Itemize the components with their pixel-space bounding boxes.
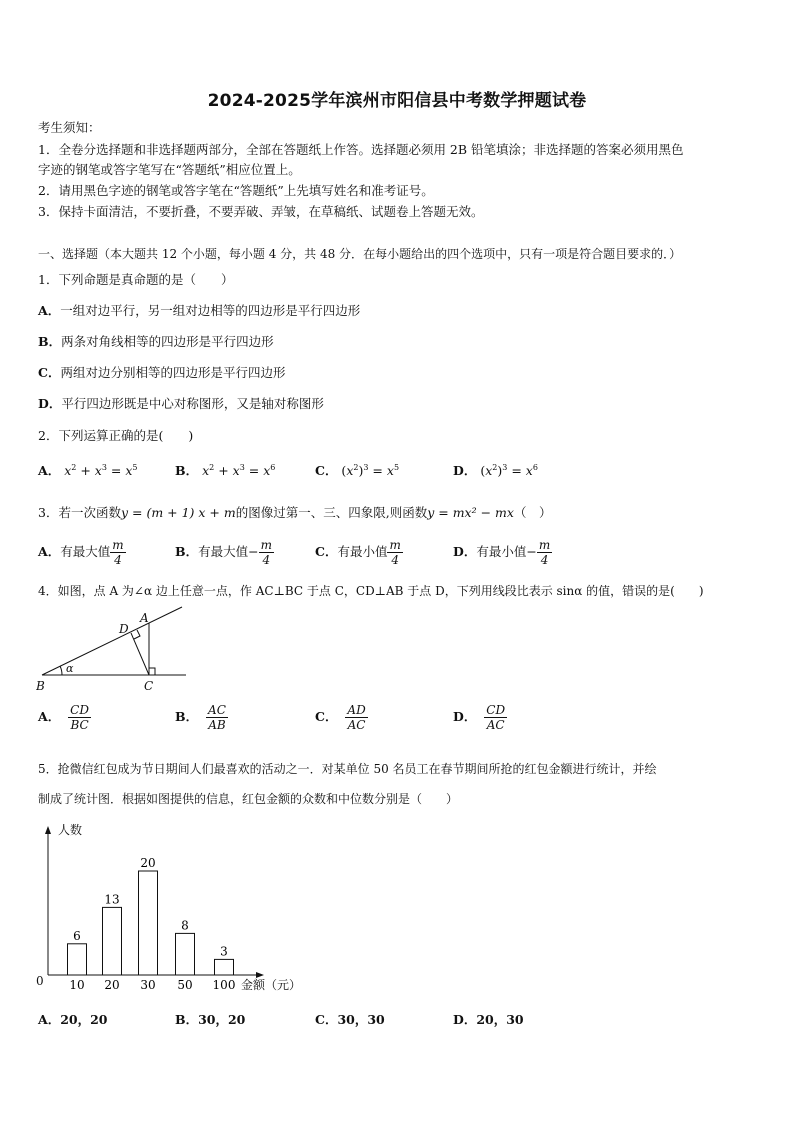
option-label: C． — [315, 709, 338, 724]
option-text: 30，20 — [198, 1012, 246, 1027]
option-text: 20，20 — [60, 1012, 108, 1027]
option-label: D． — [453, 544, 477, 559]
option-formula: $(x^2)^3 = x^6$ — [476, 462, 538, 478]
right-angle-c — [149, 668, 155, 675]
option-sign: − — [248, 544, 259, 559]
origin-label: 0 — [36, 974, 44, 988]
q1-option-c[interactable] — [38, 363, 285, 383]
option-label: A． — [38, 544, 61, 559]
q4-option-c[interactable] — [315, 703, 368, 732]
bar-value-label: 13 — [104, 892, 120, 907]
q4-option-a[interactable] — [38, 703, 91, 732]
point-a-label: A — [140, 611, 149, 625]
option-label: C． — [315, 544, 338, 559]
option-text: 两组对边分别相等的四边形是平行四边形 — [60, 365, 286, 380]
x-axis-label: 金额（元） — [241, 978, 302, 992]
option-label: B． — [175, 463, 199, 478]
q3-option-b[interactable] — [175, 538, 274, 567]
x-tick-label: 10 — [69, 978, 85, 992]
ray-ba — [42, 607, 182, 675]
angle-alpha-label: α — [66, 662, 74, 675]
q4-option-d[interactable] — [453, 703, 507, 732]
point-c-label: C — [144, 679, 154, 693]
q5-option-c[interactable] — [315, 1010, 385, 1028]
q5-stem-line-1: 5．抢微信红包成为节日期间人们最喜欢的活动之一．对某单位 50 名员工在春节期间所抢的红包金额进行统计，并绘 — [38, 762, 657, 776]
section-heading: 一、选择题（本大题共 12 个小题，每小题 4 分，共 48 分．在每小题给出的四个选项中，只有一项是符合题目要求的．） — [38, 247, 682, 261]
notice-heading: 考生须知： — [38, 120, 101, 135]
option-formula: $x^2 + x^3 = x^5$ — [64, 462, 138, 478]
y-axis-arrow — [45, 826, 51, 834]
q2-option-b[interactable] — [175, 461, 275, 479]
option-text: 两条对角线相等的四边形是平行四边形 — [61, 334, 274, 349]
q1-stem: 1．下列命题是真命题的是（ ） — [38, 272, 234, 287]
q3-stem-a: 3．若一次函数 — [38, 505, 121, 520]
option-label: B． — [175, 544, 199, 559]
point-b-label: B — [36, 679, 45, 693]
option-label: A． — [38, 1012, 61, 1027]
fraction: $\frac{AD}{AC}$ — [347, 703, 366, 732]
option-label: A． — [38, 709, 61, 724]
option-text: 有最小值 — [476, 544, 527, 559]
x-tick-label: 50 — [177, 978, 193, 992]
option-text: 有最大值 — [60, 544, 111, 559]
segment-cd — [131, 633, 149, 675]
q2-option-d[interactable] — [453, 461, 538, 479]
fraction: $\frac{m}{4}$ — [538, 538, 551, 567]
fraction: $\frac{CD}{BC}$ — [70, 703, 89, 732]
option-label: D． — [453, 463, 477, 478]
option-label: C． — [315, 1012, 338, 1027]
q3-stem — [38, 503, 551, 523]
q3-function-2: y = mx² − mx — [427, 505, 514, 520]
notice-line-3: 2．请用黑色字迹的钢笔或答字笔在“答题纸”上先填写姓名和准考证号。 — [38, 183, 434, 198]
q1-option-a[interactable] — [38, 301, 360, 321]
option-text: 有最大值 — [198, 544, 249, 559]
option-label: D． — [453, 709, 477, 724]
q2-stem: 2．下列运算正确的是( ) — [38, 428, 194, 443]
q3-stem-b: 的图像过第一、三、四象限,则函数 — [235, 505, 428, 520]
bar-value-label: 20 — [140, 856, 156, 870]
q2-option-c[interactable] — [315, 461, 399, 479]
fraction: $\frac{m}{4}$ — [389, 538, 401, 567]
option-sign: − — [526, 544, 537, 559]
q3-function-1: y = (m + 1) x + m — [120, 505, 236, 520]
bar-value-label: 3 — [220, 944, 228, 959]
bar-100 — [215, 959, 234, 975]
x-tick-label: 30 — [140, 978, 156, 992]
option-text: 30，30 — [337, 1012, 385, 1027]
option-label: A． — [38, 303, 61, 318]
bar-30 — [139, 871, 158, 975]
option-label: C． — [315, 463, 338, 478]
notice-line-2: 字迹的钢笔或答字笔写在“答题纸”相应位置上。 — [38, 162, 301, 177]
fraction: $\frac{m}{4}$ — [112, 538, 124, 567]
bar-value-label: 6 — [73, 928, 81, 943]
point-d-label: D — [119, 622, 129, 636]
q3-option-c[interactable] — [315, 538, 403, 567]
q3-option-d[interactable] — [453, 538, 552, 567]
notice-line-1: 1．全卷分选择题和非选择题两部分，全部在答题纸上作答。选择题必须用 2B 铅笔填涂；非选择题的答案必须用黑色 — [38, 142, 684, 157]
right-angle-d — [134, 630, 140, 639]
option-text: 平行四边形既是中心对称图形，又是轴对称图形 — [61, 396, 324, 411]
option-label: B． — [38, 334, 62, 349]
option-label: B． — [175, 1012, 199, 1027]
bar-10 — [68, 944, 87, 975]
option-label: D． — [453, 1012, 477, 1027]
q2-option-a[interactable] — [38, 461, 138, 479]
option-text: 有最小值 — [337, 544, 388, 559]
q5-option-d[interactable] — [453, 1010, 524, 1028]
fraction: $\frac{AC}{AB}$ — [208, 703, 226, 732]
option-label: B． — [175, 709, 199, 724]
angle-arc — [60, 666, 62, 675]
q3-option-a[interactable] — [38, 538, 126, 567]
q4-option-b[interactable] — [175, 703, 228, 732]
option-text: 20，30 — [476, 1012, 524, 1027]
option-label: D． — [38, 396, 62, 411]
q4-stem: 4．如图，点 A 为∠α 边上任意一点，作 AC⊥BC 于点 C，CD⊥AB 于点 D，下列用线段比表示 sinα 的值，错误的是( ) — [38, 584, 704, 598]
option-formula: $(x^2)^3 = x^5$ — [337, 462, 400, 478]
q1-option-b[interactable] — [38, 332, 274, 352]
bar-value-label: 8 — [181, 918, 189, 933]
page-title: 2024-2025学年滨州市阳信县中考数学押题试卷 — [207, 91, 587, 111]
bar-50 — [176, 933, 195, 975]
q5-option-a[interactable] — [38, 1010, 108, 1028]
x-tick-label: 20 — [104, 978, 120, 992]
option-label: A． — [38, 463, 61, 478]
fraction: $\frac{CD}{AC}$ — [486, 703, 506, 732]
option-label: C． — [38, 365, 61, 380]
notice-line-4: 3．保持卡面清洁，不要折叠，不要弄破、弄皱，在草稿纸、试题卷上答题无效。 — [38, 204, 484, 219]
fraction: $\frac{m}{4}$ — [260, 538, 272, 567]
bar-20 — [103, 907, 122, 975]
option-text: 一组对边平行，另一组对边相等的四边形是平行四边形 — [60, 303, 361, 318]
red-packet-bar-chart — [30, 820, 320, 1000]
q3-stem-c: （ ） — [513, 505, 552, 520]
option-formula: $x^2 + x^3 = x^6$ — [202, 462, 276, 478]
y-axis-label: 人数 — [58, 823, 83, 837]
q1-option-d[interactable] — [38, 394, 324, 414]
x-tick-label: 100 — [212, 978, 236, 992]
q4-triangle-figure — [36, 602, 188, 694]
q5-option-b[interactable] — [175, 1010, 245, 1028]
q5-stem-line-2: 制成了统计图．根据如图提供的信息，红包金额的众数和中位数分别是（ ） — [38, 792, 459, 806]
